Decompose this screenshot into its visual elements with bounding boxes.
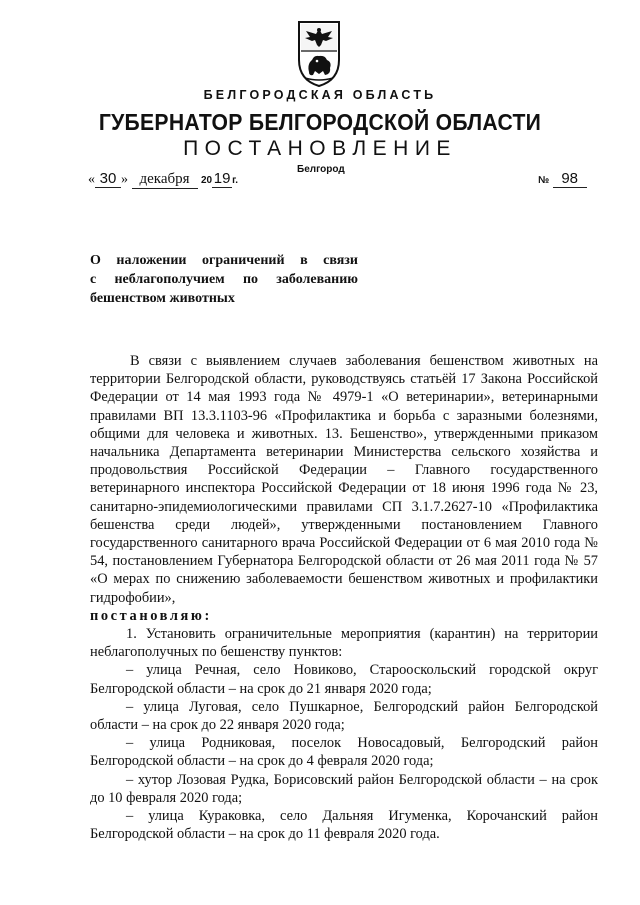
close-quote: » xyxy=(121,172,128,187)
belgorod-coat-of-arms-icon xyxy=(297,20,341,88)
preamble-paragraph: В связи с выявлением случаев заболевания бешенством животных на территории Белгородской области, руководствуясь статьёй 17 Закона Российской Федерации от 14 мая 1993 года № 4979-1 «О ветеринарии», ветеринарными правилами ВП 13.3.1103-96 «Профилактика и борьба с заразными болезнями, общими для человека и животных. 13. Бешенство», утвержденными приказом начальника Департамента ветеринарии Министерства сельского хозяйства и продовольствия Российской Федерации – Главного государственного ветеринарного инспектора Российской Федерации от 18 июня 1996 года № 23, санитарно-эпидемиологическими правилами СП 3.1.7.2627-10 «Профилактика бешенства среди людей», утвержденными постановлением Главного государственного санитарного врача Российской Федерации от 6 мая 2010 года № 54, постановлением Губернатора Белгородской области от 26 мая 2011 года № 57 «О мерах по снижению заболеваемости бешенством животных и профилактики гидрофобии», xyxy=(90,353,598,606)
number-label: № xyxy=(538,175,550,186)
region-title: БЕЛГОРОДСКАЯ ОБЛАСТЬ xyxy=(203,88,437,102)
resolve-word: постановляю: xyxy=(90,607,212,624)
item-1: 1. Установить ограничительные мероприятия (карантин) на территории неблагополучных по бешенству пунктов: xyxy=(90,626,598,661)
subject-block xyxy=(90,251,358,308)
date-month: декабря xyxy=(132,171,198,189)
date-year-prefix: 20 xyxy=(201,175,213,186)
authority-title: ГУБЕРНАТОР БЕЛГОРОДСКОЙ ОБЛАСТИ xyxy=(98,109,542,135)
quarantine-point: – хутор Лозовая Рудка, Борисовский район Белгородской области – на срок до 10 февраля 2020 года; xyxy=(90,771,598,806)
number-value: 98 xyxy=(553,170,587,188)
quarantine-point: – улица Кураковка, село Дальняя Игуменка, Корочанский район Белгородской области – на срок до 11 февраля 2020 года. xyxy=(90,808,598,843)
document-number xyxy=(538,170,587,188)
date-year: 19 xyxy=(213,170,231,187)
quarantine-point: – улица Речная, село Новиково, Старооскольский городской округ Белгородской области – на срок до 21 января 2020 года; xyxy=(90,662,598,697)
date-year-abbr: г. xyxy=(232,175,239,186)
quarantine-point: – улица Родниковая, поселок Новосадовый, Белгородский район Белгородской области – на срок до 4 февраля 2020 года; xyxy=(90,735,598,770)
quarantine-point: – улица Луговая, село Пушкарное, Белгородский район Белгородской области – на срок до 22 января 2020 года; xyxy=(90,698,598,734)
subject-line: с неблагополучием по заболеванию xyxy=(90,272,358,287)
open-quote: « xyxy=(88,172,95,187)
document-type: ПОСТАНОВЛЕНИЕ xyxy=(183,137,457,160)
subject-line: бешенством животных xyxy=(90,291,235,306)
date-field xyxy=(88,170,238,189)
document-body xyxy=(90,352,598,843)
city-label: Белгород xyxy=(297,164,345,175)
subject-line: О наложении ограничений в связи xyxy=(90,253,358,268)
date-day: 30 xyxy=(95,170,121,188)
